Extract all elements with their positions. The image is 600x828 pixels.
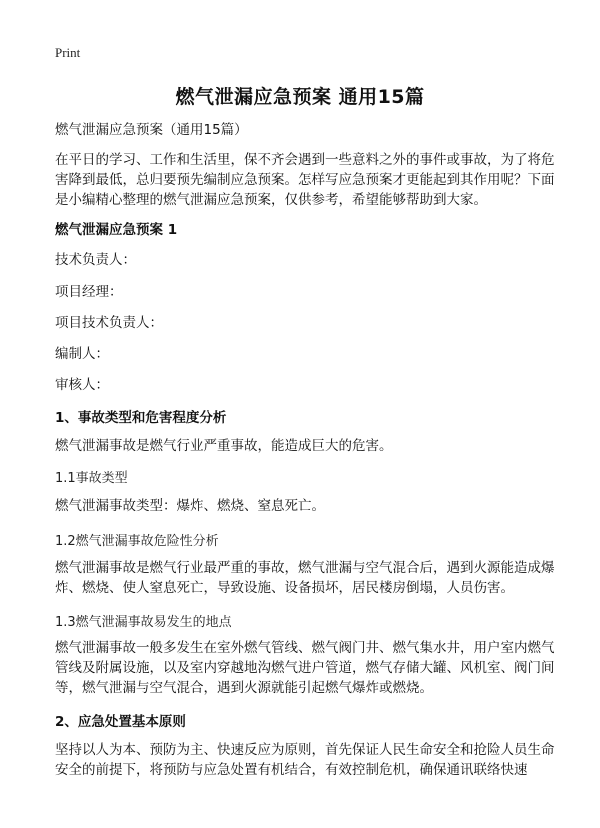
subheading-risk-analysis: 1.2燃气泄漏事故危险性分析 — [55, 534, 219, 549]
subheading-locations: 1.3燃气泄漏事故易发生的地点 — [55, 615, 232, 630]
subheading-accident-type: 1.1事故类型 — [55, 471, 128, 486]
paragraph-accident-intro: 燃气泄漏事故是燃气行业严重事故，能造成巨大的危害。 — [55, 438, 393, 454]
paragraph-principles: 坚持以人为本、预防为主、快速反应为原则，首先保证人民生命安全和抢险人员生命安全的前提下，将预防与应急处置有机结合，有效控制危机，确保通讯联络快速 — [55, 742, 555, 778]
paragraph-locations: 燃气泄漏事故一般多发生在室外燃气管线、燃气阀门井、燃气集水井，用户室内燃气管线及附属设施，以及室内穿越地沟燃气进户管道，燃气存储大罐、风机室、阀门间等，燃气泄漏与空气混合，遇到火源就能引起燃气爆炸或燃烧。 — [55, 640, 555, 696]
field-editor: 编制人： — [55, 346, 109, 362]
paragraph-risk-analysis: 燃气泄漏事故是燃气行业最严重的事故，燃气泄漏与空气混合后，遇到火源能造成爆炸、燃烧、使人窒息死亡，导致设施、设备损坏，居民楼房倒塌，人员伤害。 — [55, 560, 555, 596]
document-subtitle: 燃气泄漏应急预案（通用15篇） — [55, 122, 248, 138]
field-reviewer: 审核人： — [55, 377, 109, 393]
field-project-tech-lead: 项目技术负责人： — [55, 315, 163, 331]
print-label: Print — [55, 45, 81, 60]
field-project-manager: 项目经理： — [55, 284, 123, 300]
section-heading: 燃气泄漏应急预案 1 — [55, 222, 178, 238]
intro-paragraph: 在平日的学习、工作和生活里，保不齐会遇到一些意料之外的事件或事故，为了将危害降到最低，总归要预先编制应急预案。怎样写应急预案才更能起到其作用呢？下面是小编精心整理的燃气泄漏应急预案，仅供参考，希望能够帮助到大家。 — [55, 152, 555, 208]
document-title: 燃气泄漏应急预案 通用15篇 — [175, 86, 425, 108]
field-tech-lead: 技术负责人： — [55, 252, 136, 268]
heading-principles: 2、应急处置基本原则 — [55, 714, 186, 730]
heading-accident-analysis: 1、事故类型和危害程度分析 — [55, 410, 227, 426]
paragraph-accident-type: 燃气泄漏事故类型：爆炸、燃烧、窒息死亡。 — [55, 498, 325, 514]
